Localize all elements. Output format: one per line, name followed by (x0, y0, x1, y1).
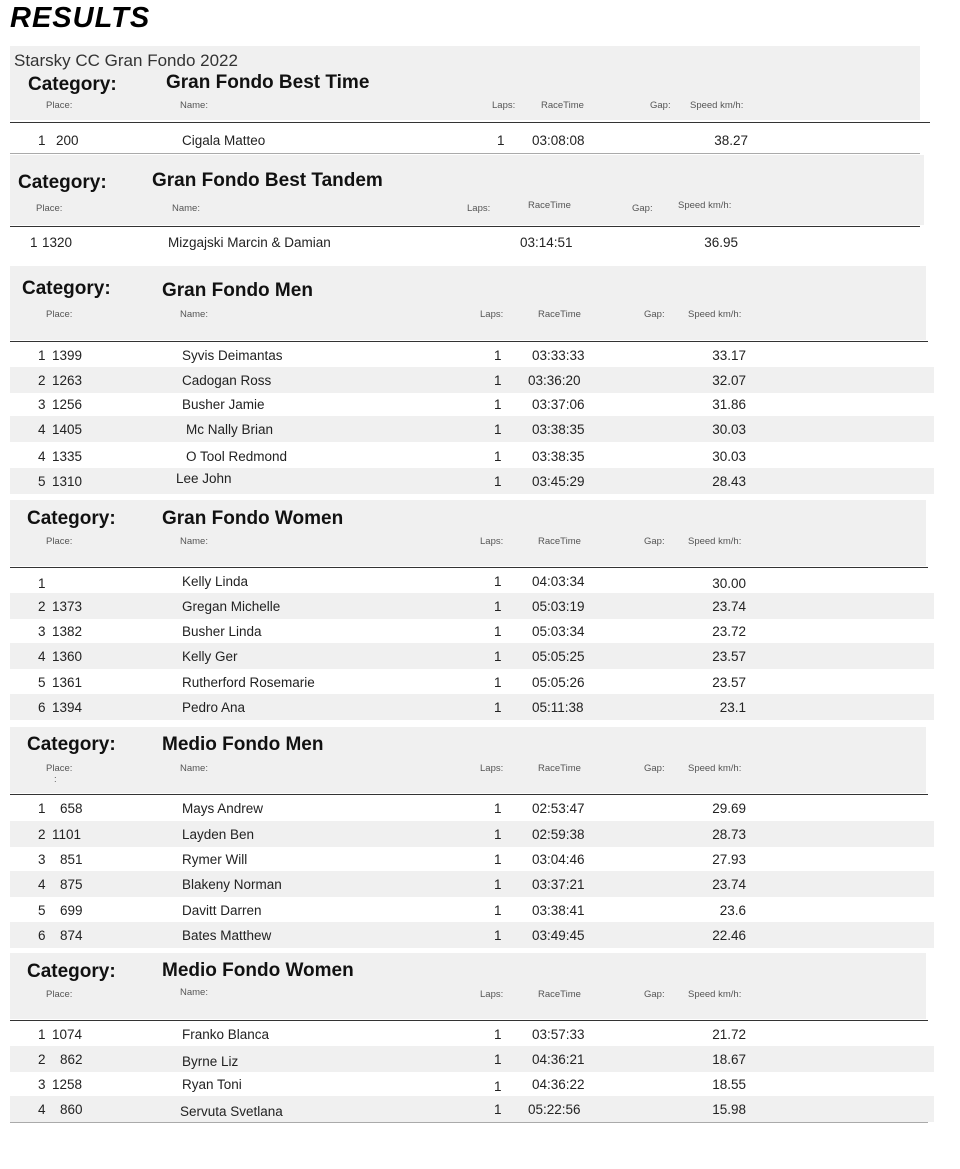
place-cell: 1 (38, 1027, 46, 1042)
category-name: Medio Fondo Women (162, 960, 354, 981)
header-rule (10, 122, 930, 123)
col-racetime: RaceTime (538, 989, 581, 1000)
event-name: Starsky CC Gran Fondo 2022 (14, 51, 238, 70)
speed-cell: 18.55 (712, 1077, 746, 1092)
col-laps: Laps: (480, 763, 504, 774)
rider-name-cell: Servuta Svetlana (180, 1104, 283, 1119)
table-row (10, 643, 934, 669)
place-cell: 4 (38, 1102, 46, 1117)
racetime-cell: 03:45:29 (532, 474, 585, 489)
place-cell: 5 (38, 675, 46, 690)
col-place-extra: : (54, 774, 57, 785)
col-laps: Laps: (480, 309, 504, 320)
place-cell: 6 (38, 700, 46, 715)
col-place: Place: (46, 989, 73, 1000)
bib-cell: 1382 (52, 624, 83, 639)
speed-cell: 30.03 (712, 422, 746, 437)
category-section (0, 155, 960, 263)
table-row (10, 443, 934, 469)
category-name: Medio Fondo Men (162, 734, 324, 755)
table-row (10, 846, 934, 872)
col-gap: Gap: (644, 309, 665, 320)
place-cell: 3 (38, 1077, 46, 1092)
speed-cell: 18.67 (712, 1052, 746, 1067)
laps-cell: 1 (494, 373, 502, 388)
place-cell: 5 (38, 474, 46, 489)
racetime-cell: 03:37:21 (532, 877, 585, 892)
col-place: Place: (46, 309, 73, 320)
rider-name-cell: Layden Ben (182, 827, 255, 842)
place-cell: 3 (38, 397, 46, 412)
table-row (10, 871, 934, 897)
laps-cell: 1 (494, 624, 502, 639)
col-speed: Speed km/h: (690, 100, 744, 111)
col-name: Name: (180, 309, 208, 320)
col-speed: Speed km/h: (688, 989, 742, 1000)
laps-cell: 1 (494, 449, 502, 464)
col-name: Name: (180, 100, 208, 111)
rider-name-cell: O Tool Redmond (186, 449, 288, 464)
category-name: Gran Fondo Women (162, 508, 344, 529)
place-cell: 4 (38, 649, 46, 664)
racetime-cell: 05:03:34 (532, 624, 585, 639)
bib-cell: 1405 (52, 422, 83, 437)
speed-cell: 33.17 (712, 348, 746, 363)
laps-cell: 1 (494, 397, 502, 412)
category-name: Gran Fondo Men (162, 280, 313, 301)
col-place: Place: (46, 763, 73, 774)
place-cell: 1 (30, 235, 38, 250)
bib-cell: 1263 (52, 373, 83, 388)
racetime-cell: 04:36:22 (532, 1077, 585, 1092)
place-cell: 2 (38, 599, 46, 614)
rider-name-cell: Rutherford Rosemarie (182, 675, 315, 690)
category-header-bg (10, 953, 926, 1019)
place-cell: 3 (38, 624, 46, 639)
header-rule (10, 226, 920, 227)
col-gap: Gap: (644, 989, 665, 1000)
category-label: Category: (18, 172, 107, 193)
racetime-cell: 02:59:38 (532, 827, 585, 842)
racetime-cell: 03:38:41 (532, 903, 585, 918)
laps-cell: 1 (494, 1052, 502, 1067)
col-racetime: RaceTime (538, 763, 581, 774)
rider-name-cell: Mc Nally Brian (186, 422, 274, 437)
laps-cell: 1 (494, 877, 502, 892)
speed-cell: 23.57 (712, 675, 746, 690)
bib-cell: 875 (60, 877, 83, 892)
col-speed: Speed km/h: (688, 763, 742, 774)
laps-cell: 1 (494, 649, 502, 664)
rider-name-cell: Rymer Will (182, 852, 248, 867)
speed-cell: 28.43 (712, 474, 746, 489)
place-cell: 4 (38, 449, 46, 464)
table-row (10, 1071, 934, 1097)
table-row (10, 1096, 934, 1122)
speed-cell: 23.6 (719, 903, 746, 918)
bib-cell: 1361 (52, 675, 83, 690)
col-place: Place: (46, 536, 73, 547)
table-row (10, 229, 920, 255)
racetime-cell: 03:49:45 (532, 928, 585, 943)
rider-name-cell: Mizgajski Marcin & Damian (168, 235, 331, 250)
bib-cell: 1335 (52, 449, 83, 464)
racetime-cell: 04:36:21 (532, 1052, 585, 1067)
col-name: Name: (180, 536, 208, 547)
section-bottom-rule (10, 1122, 928, 1123)
rider-name-cell: Lee John (176, 471, 232, 486)
col-gap: Gap: (644, 536, 665, 547)
col-laps: Laps: (480, 989, 504, 1000)
place-cell: 4 (38, 877, 46, 892)
laps-cell: 1 (494, 700, 502, 715)
racetime-cell: 05:22:56 (528, 1102, 581, 1117)
col-name: Name: (180, 987, 208, 998)
speed-cell: 21.72 (712, 1027, 746, 1042)
speed-cell: 30.00 (712, 576, 746, 591)
bib-cell: 1074 (52, 1027, 83, 1042)
col-speed: Speed km/h: (688, 536, 742, 547)
category-header-bg (10, 727, 926, 793)
place-cell: 6 (38, 928, 46, 943)
rider-name-cell: Cadogan Ross (182, 373, 272, 388)
place-cell: 1 (38, 801, 46, 816)
place-cell: 1 (38, 576, 46, 591)
category-header-bg (10, 500, 926, 566)
speed-cell: 23.72 (712, 624, 746, 639)
table-row (10, 391, 934, 417)
col-laps: Laps: (480, 536, 504, 547)
speed-cell: 27.93 (712, 852, 746, 867)
rider-name-cell: Kelly Ger (182, 649, 238, 664)
category-label: Category: (27, 961, 116, 982)
laps-cell: 1 (494, 348, 502, 363)
speed-cell: 23.74 (712, 599, 746, 614)
racetime-cell: 03:37:06 (532, 397, 585, 412)
category-section (0, 953, 960, 1128)
place-cell: 2 (38, 373, 46, 388)
table-row (10, 922, 934, 948)
col-name: Name: (180, 763, 208, 774)
table-row (10, 669, 934, 695)
racetime-cell: 03:38:35 (532, 422, 585, 437)
speed-cell: 23.74 (712, 877, 746, 892)
rider-name-cell: Franko Blanca (182, 1027, 270, 1042)
table-row (10, 897, 934, 923)
rider-name-cell: Gregan Michelle (182, 599, 281, 614)
category-section (0, 500, 960, 725)
category-section (0, 727, 960, 949)
table-row (10, 593, 934, 619)
rider-name-cell: Mays Andrew (182, 801, 264, 816)
bib-cell: 1310 (52, 474, 83, 489)
place-cell: 2 (38, 827, 46, 842)
laps-cell: 1 (494, 1102, 502, 1117)
bib-cell: 874 (60, 928, 83, 943)
racetime-cell: 03:08:08 (532, 133, 585, 148)
laps-cell: 1 (494, 1079, 502, 1094)
col-name: Name: (172, 203, 200, 214)
category-label: Category: (27, 508, 116, 529)
col-place: Place: (46, 100, 73, 111)
rider-name-cell: Blakeny Norman (182, 877, 282, 892)
rider-name-cell: Cigala Matteo (182, 133, 266, 148)
laps-cell: 1 (497, 133, 505, 148)
bib-cell: 1320 (42, 235, 73, 250)
laps-cell: 1 (494, 827, 502, 842)
laps-cell: 1 (494, 574, 502, 589)
racetime-cell: 05:03:19 (532, 599, 585, 614)
speed-cell: 29.69 (712, 801, 746, 816)
bib-cell: 1101 (52, 827, 82, 842)
category-name: Gran Fondo Best Tandem (152, 170, 383, 191)
col-racetime: RaceTime (528, 200, 571, 211)
racetime-cell: 03:57:33 (532, 1027, 585, 1042)
place-cell: 3 (38, 852, 46, 867)
speed-cell: 30.03 (712, 449, 746, 464)
table-row (10, 1021, 934, 1047)
page-title: RESULTS (10, 2, 151, 34)
racetime-cell: 02:53:47 (532, 801, 585, 816)
table-row (10, 367, 934, 393)
racetime-cell: 03:14:51 (520, 235, 573, 250)
col-laps: Laps: (467, 203, 491, 214)
table-row (10, 694, 934, 720)
col-place: Place: (36, 203, 63, 214)
rider-name-cell: Davitt Darren (182, 903, 262, 918)
racetime-cell: 03:38:35 (532, 449, 585, 464)
racetime-cell: 04:03:34 (532, 574, 585, 589)
table-row (10, 127, 920, 153)
bib-cell: 851 (60, 852, 83, 867)
category-label: Category: (27, 734, 116, 755)
rider-name-cell: Bates Matthew (182, 928, 272, 943)
category-section (0, 266, 960, 496)
col-gap: Gap: (650, 100, 671, 111)
laps-cell: 1 (494, 474, 502, 489)
laps-cell: 1 (494, 801, 502, 816)
bib-cell: 862 (60, 1052, 83, 1067)
table-row (10, 468, 934, 494)
rider-name-cell: Busher Linda (182, 624, 262, 639)
rider-name-cell: Pedro Ana (182, 700, 246, 715)
bib-cell: 699 (60, 903, 83, 918)
speed-cell: 38.27 (714, 133, 748, 148)
rider-name-cell: Busher Jamie (182, 397, 265, 412)
col-gap: Gap: (644, 763, 665, 774)
racetime-cell: 05:11:38 (532, 700, 584, 715)
laps-cell: 1 (494, 1027, 502, 1042)
col-gap: Gap: (632, 203, 653, 214)
bib-cell: 860 (60, 1102, 83, 1117)
bib-cell: 1399 (52, 348, 83, 363)
bib-cell: 1394 (52, 700, 83, 715)
racetime-cell: 03:36:20 (528, 373, 581, 388)
racetime-cell: 05:05:25 (532, 649, 585, 664)
category-label: Category: (22, 278, 111, 299)
col-racetime: RaceTime (538, 309, 581, 320)
col-speed: Speed km/h: (678, 200, 732, 211)
bib-cell: 658 (60, 801, 83, 816)
table-row (10, 416, 934, 442)
col-racetime: RaceTime (538, 536, 581, 547)
speed-cell: 22.46 (712, 928, 746, 943)
rider-name-cell: Kelly Linda (182, 574, 249, 589)
col-speed: Speed km/h: (688, 309, 742, 320)
speed-cell: 23.57 (712, 649, 746, 664)
place-cell: 2 (38, 1052, 46, 1067)
racetime-cell: 03:04:46 (532, 852, 585, 867)
place-cell: 1 (38, 133, 46, 148)
bib-cell: 200 (56, 133, 79, 148)
laps-cell: 1 (494, 852, 502, 867)
category-label: Category: (28, 74, 117, 95)
laps-cell: 1 (494, 599, 502, 614)
col-laps: Laps: (492, 100, 516, 111)
racetime-cell: 05:05:26 (532, 675, 585, 690)
speed-cell: 15.98 (712, 1102, 746, 1117)
col-racetime: RaceTime (541, 100, 584, 111)
bib-cell: 1373 (52, 599, 83, 614)
rider-name-cell: Syvis Deimantas (182, 348, 283, 363)
laps-cell: 1 (494, 928, 502, 943)
category-section (0, 0, 960, 160)
bib-cell: 1256 (52, 397, 83, 412)
speed-cell: 23.1 (719, 700, 746, 715)
bib-cell: 1258 (52, 1077, 83, 1092)
place-cell: 5 (38, 903, 46, 918)
category-header-bg (10, 266, 926, 340)
table-row (10, 1046, 934, 1072)
category-header-bg (10, 155, 924, 225)
speed-cell: 32.07 (712, 373, 746, 388)
table-row (10, 342, 934, 368)
section-bottom-rule (10, 153, 920, 154)
table-row (10, 821, 934, 847)
table-row (10, 568, 934, 594)
place-cell: 4 (38, 422, 46, 437)
rider-name-cell: Byrne Liz (182, 1054, 239, 1069)
place-cell: 1 (38, 348, 46, 363)
table-row (10, 795, 934, 821)
laps-cell: 1 (494, 675, 502, 690)
laps-cell: 1 (494, 903, 502, 918)
bib-cell: 1360 (52, 649, 83, 664)
category-name: Gran Fondo Best Time (166, 72, 370, 93)
racetime-cell: 03:33:33 (532, 348, 585, 363)
speed-cell: 28.73 (712, 827, 746, 842)
laps-cell: 1 (494, 422, 502, 437)
speed-cell: 31.86 (712, 397, 746, 412)
table-row (10, 618, 934, 644)
rider-name-cell: Ryan Toni (182, 1077, 242, 1092)
speed-cell: 36.95 (704, 235, 738, 250)
